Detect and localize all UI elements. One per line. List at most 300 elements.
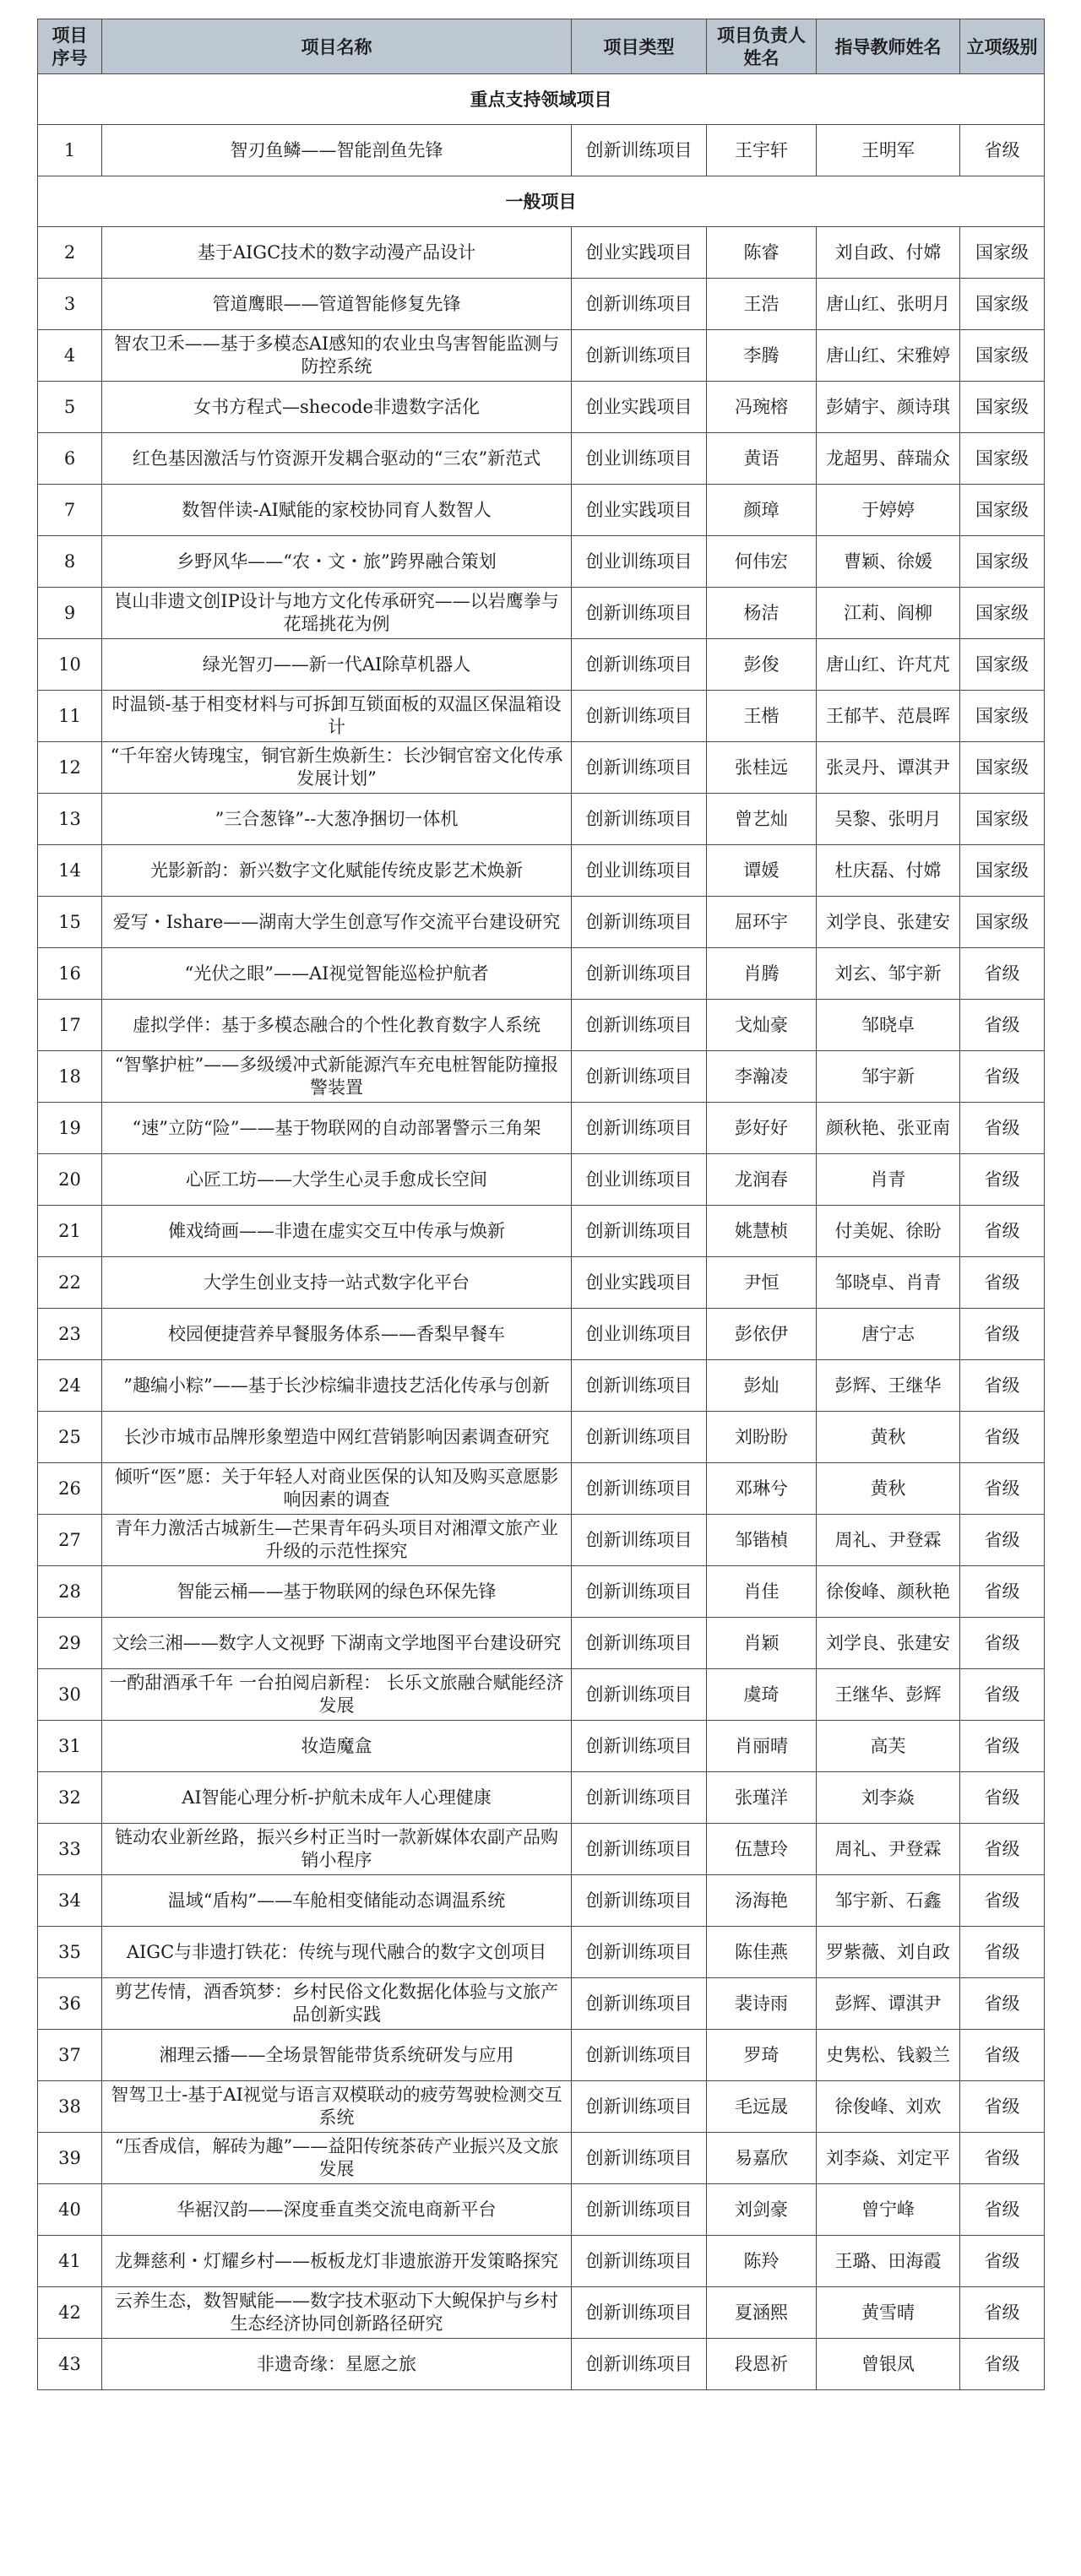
- cell-project-name: 华裾汉韵——深度垂直类交流电商新平台: [102, 2184, 572, 2236]
- cell-project-type: 创新训练项目: [572, 948, 707, 1000]
- cell-advisor: 张灵丹、谭淇尹: [817, 742, 960, 794]
- cell-level: 国家级: [960, 279, 1045, 330]
- cell-project-type: 创业训练项目: [572, 1309, 707, 1360]
- table-row: [38, 1412, 1045, 1463]
- header-leader: 项目负责人 姓名: [707, 19, 817, 74]
- cell-leader: 刘盼盼: [707, 1412, 817, 1463]
- cell-advisor: 曾宁峰: [817, 2184, 960, 2236]
- table-row: [38, 2184, 1045, 2236]
- cell-level: 省级: [960, 1257, 1045, 1309]
- cell-advisor: 周礼、尹登霖: [817, 1824, 960, 1875]
- cell-project-type: 创新训练项目: [572, 1618, 707, 1669]
- table-row: [38, 1515, 1045, 1566]
- section-title: 重点支持领域项目: [38, 74, 1045, 125]
- cell-index: 22: [38, 1257, 102, 1309]
- cell-project-name: 智能云桶——基于物联网的绿色环保先锋: [102, 1566, 572, 1618]
- cell-leader: 汤海艳: [707, 1875, 817, 1927]
- cell-level: 省级: [960, 1515, 1045, 1566]
- cell-index: 29: [38, 1618, 102, 1669]
- cell-level: 省级: [960, 2133, 1045, 2184]
- cell-level: 国家级: [960, 639, 1045, 691]
- cell-leader: 谭媛: [707, 845, 817, 897]
- cell-leader: 夏涵熙: [707, 2287, 817, 2339]
- cell-project-name: 温域“盾构”——车舱相变储能动态调温系统: [102, 1875, 572, 1927]
- cell-index: 11: [38, 691, 102, 742]
- cell-project-type: 创新训练项目: [572, 2339, 707, 2390]
- cell-project-type: 创新训练项目: [572, 279, 707, 330]
- cell-index: 24: [38, 1360, 102, 1412]
- cell-index: 26: [38, 1463, 102, 1515]
- cell-advisor: 邹宇新、石鑫: [817, 1875, 960, 1927]
- cell-advisor: 颜秋艳、张亚南: [817, 1103, 960, 1154]
- cell-level: 国家级: [960, 588, 1045, 639]
- table-row: [38, 2030, 1045, 2081]
- cell-index: 30: [38, 1669, 102, 1721]
- cell-index: 25: [38, 1412, 102, 1463]
- cell-project-name: 云养生态，数智赋能——数字技术驱动下大鲵保护与乡村生态经济协同创新路径研究: [102, 2287, 572, 2339]
- cell-advisor: 付美妮、徐盼: [817, 1206, 960, 1257]
- table-row: [38, 2287, 1045, 2339]
- table-row: [38, 2236, 1045, 2287]
- cell-index: 5: [38, 382, 102, 433]
- cell-index: 27: [38, 1515, 102, 1566]
- cell-advisor: 刘李焱: [817, 1772, 960, 1824]
- cell-project-type: 创新训练项目: [572, 2236, 707, 2287]
- cell-project-type: 创新训练项目: [572, 1721, 707, 1772]
- cell-advisor: 王璐、田海霞: [817, 2236, 960, 2287]
- cell-project-name: 女书方程式—shecode非遗数字活化: [102, 382, 572, 433]
- cell-project-name: 光影新韵：新兴数字文化赋能传统皮影艺术焕新: [102, 845, 572, 897]
- cell-advisor: 唐山红、张明月: [817, 279, 960, 330]
- cell-project-name: 智农卫禾——基于多模态AI感知的农业虫鸟害智能监测与防控系统: [102, 330, 572, 382]
- cell-project-type: 创新训练项目: [572, 2081, 707, 2133]
- cell-leader: 尹恒: [707, 1257, 817, 1309]
- table-row: [38, 1618, 1045, 1669]
- cell-level: 国家级: [960, 845, 1045, 897]
- table-row: [38, 1206, 1045, 1257]
- cell-project-name: 时温锁-基于相变材料与可拆卸互锁面板的双温区保温箱设计: [102, 691, 572, 742]
- cell-advisor: 吴黎、张明月: [817, 794, 960, 845]
- cell-leader: 彭灿: [707, 1360, 817, 1412]
- cell-index: 16: [38, 948, 102, 1000]
- cell-project-name: 倾听“医”愿：关于年轻人对商业医保的认知及购买意愿影响因素的调查: [102, 1463, 572, 1515]
- cell-level: 省级: [960, 1927, 1045, 1978]
- cell-index: 9: [38, 588, 102, 639]
- table-row: [38, 691, 1045, 742]
- cell-advisor: 彭辉、王继华: [817, 1360, 960, 1412]
- cell-advisor: 彭婧宇、颜诗琪: [817, 382, 960, 433]
- cell-leader: 何伟宏: [707, 536, 817, 588]
- cell-project-name: 乡野风华——“农・文・旅”跨界融合策划: [102, 536, 572, 588]
- cell-project-name: AI智能心理分析-护航未成年人心理健康: [102, 1772, 572, 1824]
- table-row: [38, 1721, 1045, 1772]
- cell-leader: 王浩: [707, 279, 817, 330]
- cell-leader: 邹锴楨: [707, 1515, 817, 1566]
- cell-level: 国家级: [960, 485, 1045, 536]
- cell-project-type: 创新训练项目: [572, 897, 707, 948]
- cell-index: 43: [38, 2339, 102, 2390]
- cell-level: 省级: [960, 1206, 1045, 1257]
- cell-leader: 肖丽晴: [707, 1721, 817, 1772]
- table-header: [38, 19, 1045, 74]
- cell-project-type: 创新训练项目: [572, 1103, 707, 1154]
- cell-advisor: 史隽松、钱毅兰: [817, 2030, 960, 2081]
- cell-index: 34: [38, 1875, 102, 1927]
- header-advisor: 指导教师姓名: [817, 19, 960, 74]
- cell-advisor: 徐俊峰、颜秋艳: [817, 1566, 960, 1618]
- project-table: [37, 19, 1045, 2390]
- table-row: [38, 897, 1045, 948]
- cell-index: 36: [38, 1978, 102, 2030]
- cell-project-name: 红色基因激活与竹资源开发耦合驱动的“三农”新范式: [102, 433, 572, 485]
- header-name: 项目名称: [102, 19, 572, 74]
- table-row: [38, 1566, 1045, 1618]
- cell-project-name: “压香成信，解砖为趣”——益阳传统茶砖产业振兴及文旅发展: [102, 2133, 572, 2184]
- cell-advisor: 邹晓卓: [817, 1000, 960, 1051]
- table-row: [38, 1978, 1045, 2030]
- cell-project-name: “光伏之眼”——AI视觉智能巡检护航者: [102, 948, 572, 1000]
- table-row: [38, 227, 1045, 279]
- cell-leader: 黄语: [707, 433, 817, 485]
- cell-advisor: 曹颖、徐媛: [817, 536, 960, 588]
- cell-index: 20: [38, 1154, 102, 1206]
- cell-project-type: 创新训练项目: [572, 1824, 707, 1875]
- cell-leader: 刘剑豪: [707, 2184, 817, 2236]
- cell-advisor: 黄秋: [817, 1463, 960, 1515]
- cell-level: 省级: [960, 1721, 1045, 1772]
- cell-leader: 陈佳燕: [707, 1927, 817, 1978]
- cell-level: 省级: [960, 1360, 1045, 1412]
- table-row: [38, 639, 1045, 691]
- cell-index: 4: [38, 330, 102, 382]
- table-body: [38, 74, 1045, 2390]
- table-row: [38, 536, 1045, 588]
- cell-leader: 曾艺灿: [707, 794, 817, 845]
- cell-index: 19: [38, 1103, 102, 1154]
- cell-index: 10: [38, 639, 102, 691]
- cell-advisor: 徐俊峰、刘欢: [817, 2081, 960, 2133]
- cell-project-name: 爱写・Ishare——湖南大学生创意写作交流平台建设研究: [102, 897, 572, 948]
- cell-level: 国家级: [960, 536, 1045, 588]
- cell-project-name: 傩戏绮画——非遗在虚实交互中传承与焕新: [102, 1206, 572, 1257]
- table-row: [38, 382, 1045, 433]
- cell-project-type: 创新训练项目: [572, 2287, 707, 2339]
- cell-index: 12: [38, 742, 102, 794]
- table-row: [38, 485, 1045, 536]
- cell-leader: 伍慧玲: [707, 1824, 817, 1875]
- cell-project-name: 剪艺传情，酒香筑梦：乡村民俗文化数据化体验与文旅产品创新实践: [102, 1978, 572, 2030]
- cell-project-type: 创新训练项目: [572, 1360, 707, 1412]
- cell-level: 省级: [960, 1154, 1045, 1206]
- cell-project-name: 校园便捷营养早餐服务体系——香梨早餐车: [102, 1309, 572, 1360]
- cell-level: 省级: [960, 2184, 1045, 2236]
- cell-level: 国家级: [960, 897, 1045, 948]
- table-row: [38, 1927, 1045, 1978]
- header-index: 项目 序号: [38, 19, 102, 74]
- cell-project-name: 基于AIGC技术的数字动漫产品设计: [102, 227, 572, 279]
- table-row: [38, 1051, 1045, 1103]
- cell-leader: 裴诗雨: [707, 1978, 817, 2030]
- section-header-row: [38, 74, 1045, 125]
- table-row: [38, 948, 1045, 1000]
- cell-leader: 王楷: [707, 691, 817, 742]
- cell-index: 8: [38, 536, 102, 588]
- cell-project-type: 创新训练项目: [572, 588, 707, 639]
- table-row: [38, 742, 1045, 794]
- cell-project-name: 文绘三湘——数字人文视野 下湖南文学地图平台建设研究: [102, 1618, 572, 1669]
- cell-level: 省级: [960, 2236, 1045, 2287]
- cell-leader: 颜璋: [707, 485, 817, 536]
- cell-project-type: 创新训练项目: [572, 1927, 707, 1978]
- cell-project-type: 创业实践项目: [572, 382, 707, 433]
- cell-level: 省级: [960, 2287, 1045, 2339]
- cell-level: 省级: [960, 125, 1045, 176]
- cell-index: 7: [38, 485, 102, 536]
- cell-index: 35: [38, 1927, 102, 1978]
- cell-advisor: 罗紫薇、刘自政: [817, 1927, 960, 1978]
- cell-index: 38: [38, 2081, 102, 2133]
- cell-project-name: 龙舞慈利・灯耀乡村——板板龙灯非遗旅游开发策略探究: [102, 2236, 572, 2287]
- cell-level: 国家级: [960, 330, 1045, 382]
- cell-leader: 罗琦: [707, 2030, 817, 2081]
- cell-leader: 龙润春: [707, 1154, 817, 1206]
- cell-project-name: 管道鹰眼——管道智能修复先锋: [102, 279, 572, 330]
- cell-advisor: 刘学良、张建安: [817, 1618, 960, 1669]
- cell-index: 14: [38, 845, 102, 897]
- cell-project-type: 创新训练项目: [572, 1566, 707, 1618]
- table-row: [38, 125, 1045, 176]
- table-row: [38, 845, 1045, 897]
- cell-project-name: ”趣编小粽”——基于长沙棕编非遗技艺活化传承与创新: [102, 1360, 572, 1412]
- table-row: [38, 279, 1045, 330]
- cell-index: 23: [38, 1309, 102, 1360]
- cell-advisor: 王继华、彭辉: [817, 1669, 960, 1721]
- cell-advisor: 黄秋: [817, 1412, 960, 1463]
- cell-project-name: “速”立防“险”——基于物联网的自动部署警示三角架: [102, 1103, 572, 1154]
- cell-leader: 彭好好: [707, 1103, 817, 1154]
- cell-project-type: 创业训练项目: [572, 1154, 707, 1206]
- cell-index: 33: [38, 1824, 102, 1875]
- cell-project-type: 创新训练项目: [572, 1978, 707, 2030]
- table-row: [38, 2081, 1045, 2133]
- cell-advisor: 刘学良、张建安: [817, 897, 960, 948]
- cell-project-name: “千年窑火铸瑰宝，铜官新生焕新生：长沙铜官窑文化传承发展计划”: [102, 742, 572, 794]
- cell-project-type: 创新训练项目: [572, 1206, 707, 1257]
- cell-advisor: 江莉、阎柳: [817, 588, 960, 639]
- cell-project-name: 长沙市城市品牌形象塑造中网红营销影响因素调查研究: [102, 1412, 572, 1463]
- cell-level: 省级: [960, 2339, 1045, 2390]
- cell-level: 省级: [960, 948, 1045, 1000]
- cell-project-type: 创业实践项目: [572, 1257, 707, 1309]
- cell-leader: 段恩祈: [707, 2339, 817, 2390]
- cell-project-type: 创业训练项目: [572, 536, 707, 588]
- table-row: [38, 2339, 1045, 2390]
- cell-index: 39: [38, 2133, 102, 2184]
- cell-project-name: 链动农业新丝路，振兴乡村正当时一款新媒体农副产品购销小程序: [102, 1824, 572, 1875]
- cell-project-type: 创业训练项目: [572, 845, 707, 897]
- cell-leader: 毛远晟: [707, 2081, 817, 2133]
- cell-project-type: 创新训练项目: [572, 639, 707, 691]
- cell-project-type: 创新训练项目: [572, 1669, 707, 1721]
- cell-project-name: 非遗奇缘：星愿之旅: [102, 2339, 572, 2390]
- cell-project-name: ”三合葱锋”--大葱净捆切一体机: [102, 794, 572, 845]
- table-row: [38, 1000, 1045, 1051]
- cell-leader: 杨洁: [707, 588, 817, 639]
- cell-level: 国家级: [960, 382, 1045, 433]
- table-row: [38, 1360, 1045, 1412]
- table-row: [38, 588, 1045, 639]
- cell-leader: 张瑾洋: [707, 1772, 817, 1824]
- cell-level: 省级: [960, 1051, 1045, 1103]
- cell-advisor: 于婷婷: [817, 485, 960, 536]
- cell-project-type: 创新训练项目: [572, 1463, 707, 1515]
- cell-leader: 王宇轩: [707, 125, 817, 176]
- cell-index: 37: [38, 2030, 102, 2081]
- cell-project-type: 创新训练项目: [572, 2030, 707, 2081]
- cell-project-name: 心匠工坊——大学生心灵手愈成长空间: [102, 1154, 572, 1206]
- table-row: [38, 1669, 1045, 1721]
- cell-leader: 姚慧桢: [707, 1206, 817, 1257]
- cell-advisor: 王郁芊、范晨晖: [817, 691, 960, 742]
- cell-project-name: “智擎护桩”——多级缓冲式新能源汽车充电桩智能防撞报警装置: [102, 1051, 572, 1103]
- table-row: [38, 330, 1045, 382]
- cell-advisor: 唐山红、宋雅婷: [817, 330, 960, 382]
- cell-project-name: AIGC与非遗打铁花：传统与现代融合的数字文创项目: [102, 1927, 572, 1978]
- cell-index: 28: [38, 1566, 102, 1618]
- cell-level: 省级: [960, 1618, 1045, 1669]
- table-row: [38, 1309, 1045, 1360]
- cell-advisor: 刘玄、邹宇新: [817, 948, 960, 1000]
- cell-project-name: 虚拟学伴：基于多模态融合的个性化教育数字人系统: [102, 1000, 572, 1051]
- cell-leader: 肖腾: [707, 948, 817, 1000]
- cell-advisor: 杜庆磊、付嫦: [817, 845, 960, 897]
- cell-level: 省级: [960, 1978, 1045, 2030]
- cell-project-type: 创新训练项目: [572, 794, 707, 845]
- cell-level: 省级: [960, 1669, 1045, 1721]
- cell-project-name: 大学生创业支持一站式数字化平台: [102, 1257, 572, 1309]
- cell-project-type: 创新训练项目: [572, 125, 707, 176]
- cell-index: 15: [38, 897, 102, 948]
- cell-index: 31: [38, 1721, 102, 1772]
- cell-project-name: 智驾卫士-基于AI视觉与语言双模联动的疲劳驾驶检测交互系统: [102, 2081, 572, 2133]
- header-type: 项目类型: [572, 19, 707, 74]
- cell-level: 国家级: [960, 433, 1045, 485]
- cell-index: 42: [38, 2287, 102, 2339]
- cell-advisor: 肖青: [817, 1154, 960, 1206]
- cell-level: 省级: [960, 1772, 1045, 1824]
- cell-project-name: 绿光智刃——新一代AI除草机器人: [102, 639, 572, 691]
- cell-leader: 陈睿: [707, 227, 817, 279]
- cell-leader: 屈环宇: [707, 897, 817, 948]
- cell-index: 32: [38, 1772, 102, 1824]
- cell-index: 13: [38, 794, 102, 845]
- cell-project-type: 创新训练项目: [572, 1000, 707, 1051]
- cell-level: 省级: [960, 1103, 1045, 1154]
- cell-index: 1: [38, 125, 102, 176]
- header-level: 立项级别: [960, 19, 1045, 74]
- cell-leader: 易嘉欣: [707, 2133, 817, 2184]
- cell-project-type: 创新训练项目: [572, 2184, 707, 2236]
- table-row: [38, 1257, 1045, 1309]
- cell-project-type: 创新训练项目: [572, 1772, 707, 1824]
- cell-leader: 陈羚: [707, 2236, 817, 2287]
- cell-level: 国家级: [960, 794, 1045, 845]
- cell-index: 3: [38, 279, 102, 330]
- cell-advisor: 黄雪晴: [817, 2287, 960, 2339]
- section-title: 一般项目: [38, 176, 1045, 227]
- cell-leader: 彭依伊: [707, 1309, 817, 1360]
- cell-advisor: 唐山红、许芃芃: [817, 639, 960, 691]
- cell-index: 40: [38, 2184, 102, 2236]
- cell-advisor: 龙超男、薛瑞众: [817, 433, 960, 485]
- cell-advisor: 曾银凤: [817, 2339, 960, 2390]
- cell-leader: 戈灿豪: [707, 1000, 817, 1051]
- cell-project-type: 创新训练项目: [572, 2133, 707, 2184]
- cell-advisor: 高芙: [817, 1721, 960, 1772]
- cell-level: 省级: [960, 1463, 1045, 1515]
- cell-project-type: 创新训练项目: [572, 691, 707, 742]
- cell-index: 17: [38, 1000, 102, 1051]
- cell-level: 省级: [960, 1824, 1045, 1875]
- cell-advisor: 刘李焱、刘定平: [817, 2133, 960, 2184]
- table-row: [38, 1772, 1045, 1824]
- cell-project-type: 创业实践项目: [572, 485, 707, 536]
- cell-project-type: 创业训练项目: [572, 433, 707, 485]
- table-row: [38, 1463, 1045, 1515]
- cell-advisor: 周礼、尹登霖: [817, 1515, 960, 1566]
- cell-project-name: 崀山非遗文创IP设计与地方文化传承研究——以岩鹰拳与花瑶挑花为例: [102, 588, 572, 639]
- cell-project-name: 妆造魔盒: [102, 1721, 572, 1772]
- cell-level: 省级: [960, 1566, 1045, 1618]
- cell-project-type: 创新训练项目: [572, 1051, 707, 1103]
- cell-level: 国家级: [960, 691, 1045, 742]
- cell-leader: 肖佳: [707, 1566, 817, 1618]
- cell-project-name: 一酌甜酒承千年 一台拍阅启新程： 长乐文旅融合赋能经济发展: [102, 1669, 572, 1721]
- cell-advisor: 邹宇新: [817, 1051, 960, 1103]
- cell-level: 国家级: [960, 227, 1045, 279]
- table-row: [38, 1824, 1045, 1875]
- table-row: [38, 794, 1045, 845]
- cell-project-type: 创新训练项目: [572, 1412, 707, 1463]
- cell-leader: 虞琦: [707, 1669, 817, 1721]
- cell-leader: 李腾: [707, 330, 817, 382]
- table-row: [38, 1154, 1045, 1206]
- cell-leader: 彭俊: [707, 639, 817, 691]
- cell-level: 省级: [960, 1000, 1045, 1051]
- cell-index: 41: [38, 2236, 102, 2287]
- cell-project-type: 创业实践项目: [572, 227, 707, 279]
- table-row: [38, 1103, 1045, 1154]
- cell-advisor: 王明军: [817, 125, 960, 176]
- header-row: [38, 19, 1045, 74]
- cell-advisor: 刘自政、付嫦: [817, 227, 960, 279]
- cell-project-type: 创新训练项目: [572, 742, 707, 794]
- cell-index: 6: [38, 433, 102, 485]
- cell-level: 省级: [960, 1309, 1045, 1360]
- section-header-row: [38, 176, 1045, 227]
- table-row: [38, 433, 1045, 485]
- cell-project-name: 湘理云播——全场景智能带货系统研发与应用: [102, 2030, 572, 2081]
- cell-leader: 李瀚凌: [707, 1051, 817, 1103]
- cell-leader: 张桂远: [707, 742, 817, 794]
- cell-leader: 冯琬榕: [707, 382, 817, 433]
- cell-advisor: 邹晓卓、肖青: [817, 1257, 960, 1309]
- cell-leader: 邓琳兮: [707, 1463, 817, 1515]
- cell-level: 省级: [960, 2081, 1045, 2133]
- cell-advisor: 彭辉、谭淇尹: [817, 1978, 960, 2030]
- cell-project-type: 创新训练项目: [572, 1875, 707, 1927]
- table-row: [38, 1875, 1045, 1927]
